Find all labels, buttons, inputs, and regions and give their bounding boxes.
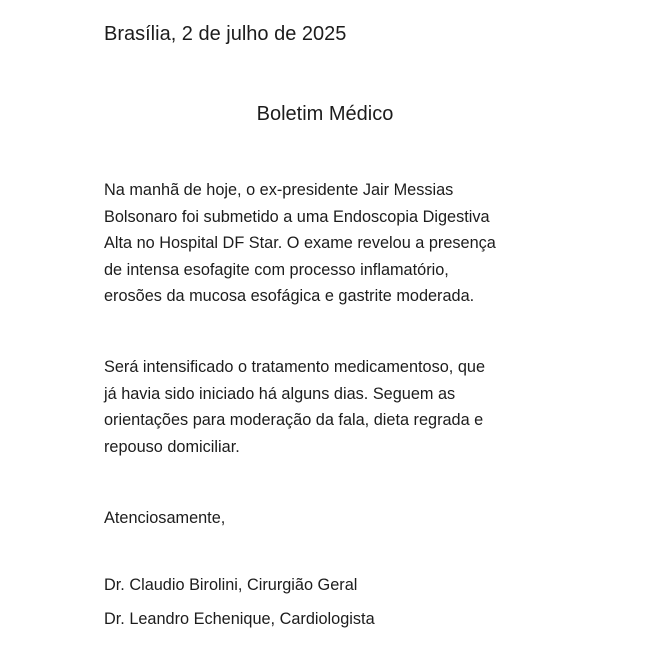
paragraph-line: Na manhã de hoje, o ex-presidente Jair Messias [104, 181, 454, 199]
paragraph-treatment [104, 354, 544, 460]
paragraph-line: repouso domiciliar. [104, 437, 240, 456]
paragraph-line: de intensa esofagite com processo inflamatório, [104, 260, 449, 279]
paragraph-line: Será intensificado o tratamento medicamentoso, que [104, 358, 486, 376]
document-title: Boletim Médico [256, 103, 394, 125]
date-line: Brasília, 2 de julho de 2025 [104, 23, 347, 45]
paragraph-line: Bolsonaro foi submetido a uma Endoscopia Digestiva [104, 207, 490, 226]
paragraph-line: erosões da mucosa esofágica e gastrite moderada. [104, 287, 475, 305]
signature-surgeon: Dr. Claudio Birolini, Cirurgião Geral [104, 576, 358, 594]
paragraph-line: orientações para moderação da fala, dieta regrada e [104, 411, 484, 429]
paragraph-exam-results [104, 177, 544, 310]
signature-cardiologist: Dr. Leandro Echenique, Cardiologista [104, 610, 375, 628]
closing-salutation: Atenciosamente, [104, 509, 226, 527]
paragraph-line: já havia sido iniciado há alguns dias. Seguem as [104, 384, 456, 403]
paragraph-line: Alta no Hospital DF Star. O exame revelou a presença [104, 234, 496, 252]
